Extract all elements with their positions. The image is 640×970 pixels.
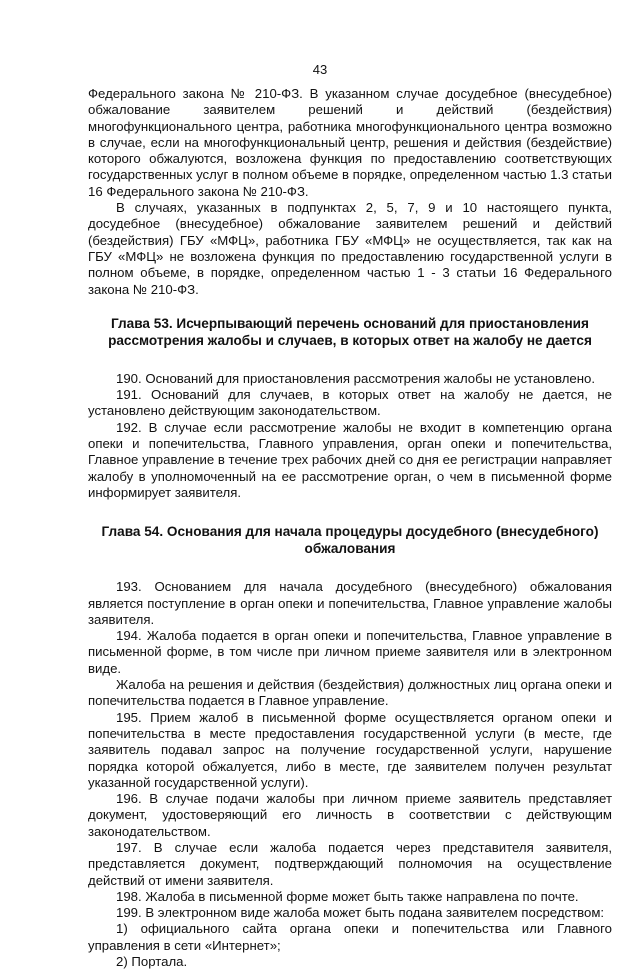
paragraph: В случаях, указанных в подпунктах 2, 5, 7, 9 и 10 настоящего пункта, досудебное (внесудебное) обжалование заявителем решений и действий (бездействия) ГБУ «МФЦ», работника ГБУ «МФЦ» не осуществляется, так как на ГБУ «МФЦ» не возложена функция по предоставлению государственной услуги в полном объеме, в порядке, определенном частью 1 - 3 статьи 16 Федерального закона № 210-ФЗ.	[88, 200, 612, 297]
paragraph-198: 198. Жалоба в письменной форме может быть также направлена по почте.	[116, 888, 579, 904]
paragraph-195: 195. Прием жалоб в письменной форме осуществляется органом опеки и попечительства в месте предоставления государственной услуги (в месте, где заявитель подавал запрос на получение государственной услуги, нарушение порядка которой обжалуется, либо в месте, где заявителем получен результат указанной государственной услуги).	[88, 709, 612, 790]
paragraph-197: 197. В случае если жалоба подается через представителя заявителя, представляется документ, подтверждающий полномочия на осуществление действий от имени заявителя.	[88, 839, 612, 888]
page-number: 43	[312, 62, 328, 77]
document-body	[88, 86, 612, 970]
paragraph-194: 194. Жалоба подается в орган опеки и попечительства, Главное управление в письменной форме, в том числе при личном приеме заявителя или в электронном виде.	[88, 628, 612, 676]
paragraph-199: 199. В электронном виде жалоба может быть подана заявителем посредством:	[116, 905, 605, 921]
paragraph: Федерального закона № 210-ФЗ. В указанном случае досудебное (внесудебное) обжалование заявителем решений и действий (бездействия) многофункционального центра, работника многофункционального центра возможно в случае, если на многофункциональный центр, решения и действия (бездействие) которого обжалуются, возложена функция по предоставлению соответствующих государственных услуг в полном объеме в порядке, определенном частью 1.3 статьи 16 Федерального закона № 210-ФЗ.	[88, 86, 612, 199]
list-item: 2) Портала.	[116, 954, 188, 970]
list-item: 1) официального сайта органа опеки и попечительства или Главного управления в сети «Интернет»;	[88, 921, 612, 953]
paragraph-196: 196. В случае подачи жалобы при личном приеме заявитель представляет документ, удостоверяющий его личность в соответствии с действующим законодательством.	[88, 791, 612, 839]
paragraph-191: 191. Оснований для случаев, в которых ответ на жалобу не дается, не установлено действующим законодательством.	[88, 387, 612, 419]
paragraph: Жалоба на решения и действия (бездействия) должностных лиц органа опеки и попечительства подается в Главное управление.	[88, 677, 612, 709]
chapter-53-title: Глава 53. Исчерпывающий перечень оснований для приостановления рассмотрения жалобы и случаев, в которых ответ на жалобу не дается	[108, 315, 592, 348]
paragraph-193: 193. Основанием для начала досудебного (внесудебного) обжалования является поступление в орган опеки и попечительства, Главное управление жалобы заявителя.	[88, 579, 612, 627]
paragraph-192: 192. В случае если рассмотрение жалобы не входит в компетенцию органа опеки и попечительства, Главного управления, орган опеки и попечительства, Главное управление в течение трех рабочих дней со дня ее регистрации направляет жалобу в уполномоченный на ее рассмотрение орган, о чем в письменной форме информирует заявителя.	[88, 419, 612, 500]
paragraph-190: 190. Оснований для приостановления рассмотрения жалобы не установлено.	[116, 370, 595, 386]
chapter-54-title: Глава 54. Основания для начала процедуры досудебного (внесудебного) обжалования	[101, 524, 599, 557]
